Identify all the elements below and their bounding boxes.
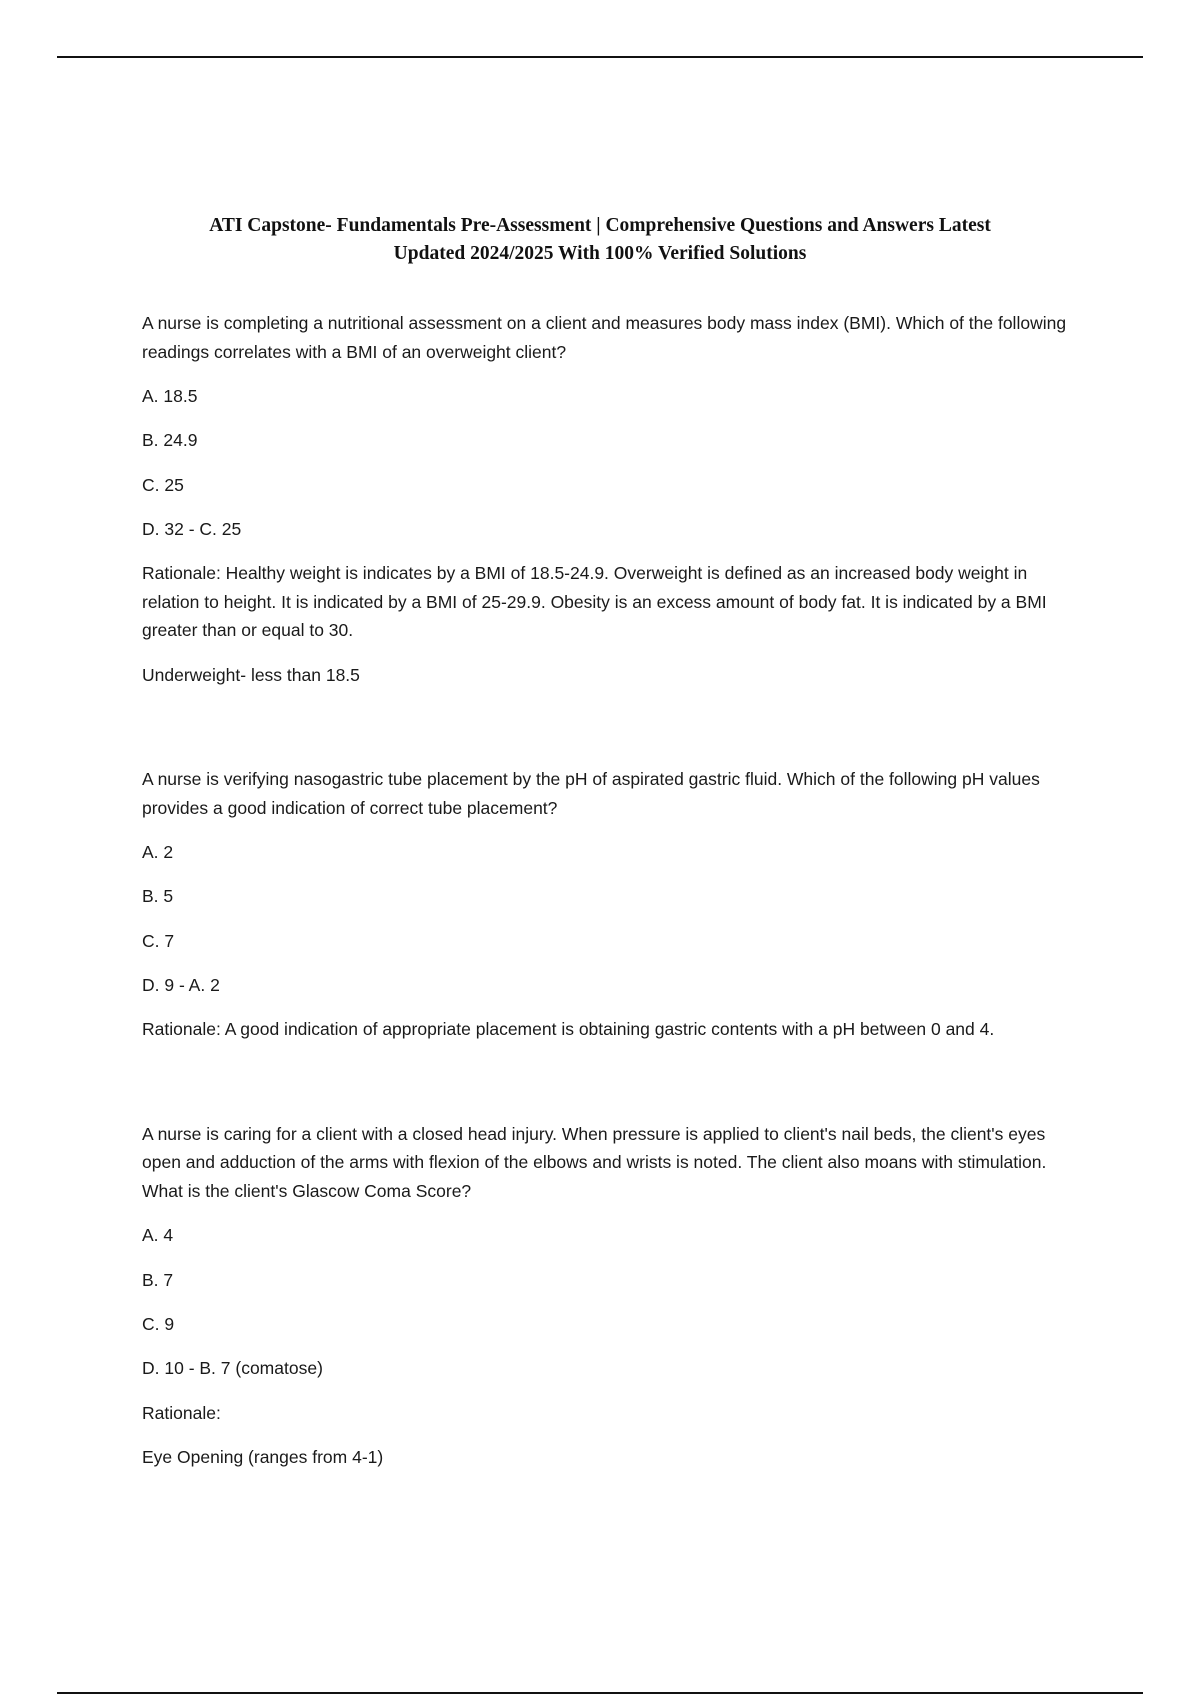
question-spacer <box>142 705 1082 765</box>
document-title <box>130 212 1070 268</box>
title-line-1: ATI Capstone- Fundamentals Pre-Assessment | Comprehensive Questions and Answers Latest <box>209 215 991 236</box>
answer-option: B. 7 <box>142 1269 174 1290</box>
answer-option: B. 5 <box>142 886 174 907</box>
answer-option: D. 32 - C. 25 <box>142 518 242 539</box>
title-line-2: Updated 2024/2025 With 100% Verified Solutions <box>393 243 807 264</box>
question-stem: A nurse is verifying nasogastric tube placement by the pH of aspirated gastric fluid. Which of the following pH values provides a good indication of correct tube placement? <box>142 769 1040 818</box>
answer-option: D. 9 - A. 2 <box>142 975 220 996</box>
bottom-rule <box>57 1692 1143 1694</box>
question-spacer <box>142 1060 1082 1120</box>
answer-option: D. 10 - B. 7 (comatose) <box>142 1358 323 1379</box>
answer-option: A. 2 <box>142 842 174 863</box>
rationale-text: Rationale: <box>142 1402 221 1423</box>
answer-option: C. 9 <box>142 1313 175 1334</box>
rationale-text: Underweight- less than 18.5 <box>142 664 360 685</box>
document-body <box>142 309 1082 1488</box>
rationale-text: Eye Opening (ranges from 4-1) <box>142 1447 384 1468</box>
rationale-text: Rationale: Healthy weight is indicates by a BMI of 18.5-24.9. Overweight is defined as an increased body weight in relation to height. It is indicated by a BMI of 25-29.9. Obesity is an excess amount of body fat. It is indicated by a BMI greater than or equal to 30. <box>142 563 1047 641</box>
question-stem: A nurse is completing a nutritional assessment on a client and measures body mass index (BMI). Which of the following readings correlates with a BMI of an overweight client? <box>142 313 1067 362</box>
rationale-text: Rationale: A good indication of appropriate placement is obtaining gastric contents with a pH between 0 and 4. <box>142 1019 995 1040</box>
answer-option: C. 25 <box>142 474 184 495</box>
question-block-1 <box>142 309 1082 689</box>
question-block-2 <box>142 765 1082 1044</box>
answer-option: A. 4 <box>142 1225 174 1246</box>
question-stem: A nurse is caring for a client with a closed head injury. When pressure is applied to client's nail beds, the client's eyes open and adduction of the arms with flexion of the elbows and wrists is noted. The client also moans with stimulation. What is the client's Glascow Coma Score? <box>142 1123 1047 1201</box>
answer-option: C. 7 <box>142 930 175 951</box>
answer-option: B. 24.9 <box>142 430 198 451</box>
top-rule <box>57 56 1143 58</box>
question-block-3 <box>142 1120 1082 1472</box>
answer-option: A. 18.5 <box>142 386 198 406</box>
